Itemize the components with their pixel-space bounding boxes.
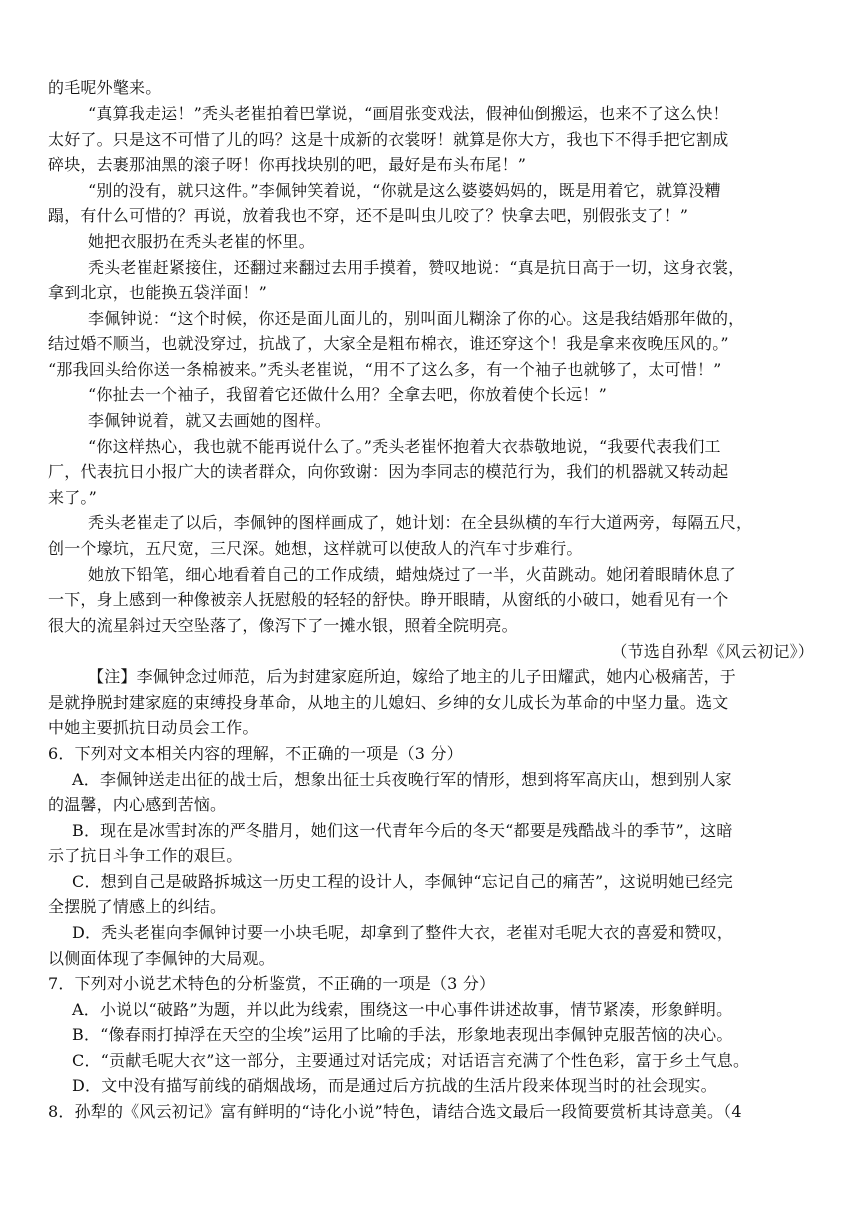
story-line: “别的没有，就只这件。”李佩钟笑着说，“你就是这么婆婆妈妈的，既是用着它，就算没糟 [88,181,721,200]
question-7-stem: 7．下列对小说艺术特色的分析鉴赏，不正确的一项是（3 分） [48,974,496,993]
note-line: 中她主要抓抗日动员会工作。 [48,718,259,737]
story-line: 秃头老崔赶紧接住，还翻过来翻过去用手摸着，赞叹地说：“真是抗日高于一切，这身衣裳， [88,258,745,277]
story-line: 厂，代表抗日小报广大的读者群众，向你致谢：因为李同志的模范行为，我们的机器就又转动起 [48,462,729,481]
question-6-stem: 6．下列对文本相关内容的理解，不正确的一项是（3 分） [48,744,463,763]
story-line: 蹋，有什么可惜的？再说，放着我也不穿，还不是叫虫儿咬了？快拿去吧，别假张支了！” [48,206,689,225]
story-line: 很大的流星斜过天空坠落了，像泻下了一摊水银，照着全院明亮。 [48,616,518,635]
story-line: 她放下铅笔，细心地看着自己的工作成绩，蜡烛烧过了一半，火苗跳动。她闭着眼睛休息了 [88,565,737,584]
question-6-option-b-cont: 示了抗日斗争工作的艰巨。 [48,846,243,865]
question-6-option-d: D．秃头老崔向李佩钟讨要一小块毛呢，却拿到了整件大衣，老崔对毛呢大衣的喜爱和赞叹， [72,923,734,942]
story-line: 李佩钟说：“这个时候，你还是面儿面儿的，别叫面儿糊涂了你的心。这是我结婚那年做的， [88,309,745,328]
story-line: 一下，身上感到一种像被亲人抚慰般的轻轻的舒快。睁开眼睛，从窗纸的小破口，她看见有一个 [48,590,729,609]
question-6-option-c-cont: 全摆脱了情感上的纠结。 [48,897,227,916]
story-line: 拿到北京，也能换五袋洋面！” [48,283,267,302]
story-line: 的毛呢外氅来。 [48,78,162,97]
source-citation: （节选自孙犁《风云初记》） [611,642,814,661]
question-6-option-a: A．李佩钟送走出征的战士后，想象出征士兵夜晚行军的情形，想到将军高庆山，想到别人家 [72,770,732,789]
question-7-option-c: C．“贡献毛呢大衣”这一部分，主要通过对话完成；对话语言充满了个性色彩，富于乡土气息。 [72,1051,750,1070]
story-line: 来了。” [48,488,97,507]
story-line: “你这样热心，我也就不能再说什么了。”秃头老崔怀抱着大衣恭敬地说，“我要代表我们工 [88,437,721,456]
question-6-option-c: C．想到自己是破路拆城这一历史工程的设计人，李佩钟“忘记自己的痛苦”，这说明她已经完 [72,872,734,891]
story-line: “那我回头给你送一条棉被来。”秃头老崔说，“用不了这么多，有一个袖子也就够了，太可惜！” [48,360,722,379]
question-6-option-d-cont: 以侧面体现了李佩钟的大局观。 [48,949,275,968]
question-6-option-a-cont: 的温馨，内心感到苦恼。 [48,795,227,814]
story-line: 李佩钟说着，就又去画她的图样。 [88,411,332,430]
question-6-option-b: B．现在是冰雪封冻的严冬腊月，她们这一代青年今后的冬天“都要是残酷战斗的季节”，这暗 [72,821,733,840]
story-line: 碎块，去裹那油黑的滚子呀！你再找块别的吧，最好是布头布尾！” [48,155,527,174]
story-line: 秃头老崔走了以后，李佩钟的图样画成了，她计划：在全县纵横的车行大道两旁，每隔五尺， [88,513,753,532]
story-line: “你扯去一个袖子，我留着它还做什么用？全拿去吧，你放着使个长远！” [88,385,607,404]
story-line: 结过婚不顺当，也就没穿过，抗战了，大家全是粗布棉衣，谁还穿这个！我是拿来夜晚压风的。” [48,334,729,353]
question-7-option-d: D．文中没有描写前线的硝烟战场，而是通过后方抗战的生活片段来体现当时的社会现实。 [72,1076,717,1095]
question-8-stem: 8．孙犁的《风云初记》富有鲜明的“诗化小说”特色，请结合选文最后一段简要赏析其诗意美。（4 [48,1102,742,1121]
note-line: 【注】李佩钟念过师范，后为封建家庭所迫，嫁给了地主的儿子田耀武，她内心极痛苦，于 [88,667,737,686]
question-7-option-b: B．“像春雨打掉浮在天空的尘埃”运用了比喻的手法，形象地表现出李佩钟克服苦恼的决心。 [72,1025,733,1044]
story-line: 太好了。只是这不可惜了儿的吗？这是十成新的衣裳呀！就算是你大方，我也下不得手把它割成 [48,130,729,149]
note-line: 是就挣脱封建家庭的束缚投身革命，从地主的儿媳妇、乡绅的女儿成长为革命的中坚力量。选文 [48,693,729,712]
question-7-option-a: A．小说以“破路”为题，并以此为线索，围绕这一中心事件讲述故事，情节紧凑，形象鲜明。 [72,1000,733,1019]
story-line: “真算我走运！”秃头老崔拍着巴掌说，“画眉张变戏法，假神仙倒搬运，也来不了这么快！ [88,104,729,123]
story-line: 创一个壕坑，五尺宽，三尺深。她想，这样就可以使敌人的汽车寸步难行。 [48,539,583,558]
story-line: 她把衣服扔在秃头老崔的怀里。 [88,232,315,251]
